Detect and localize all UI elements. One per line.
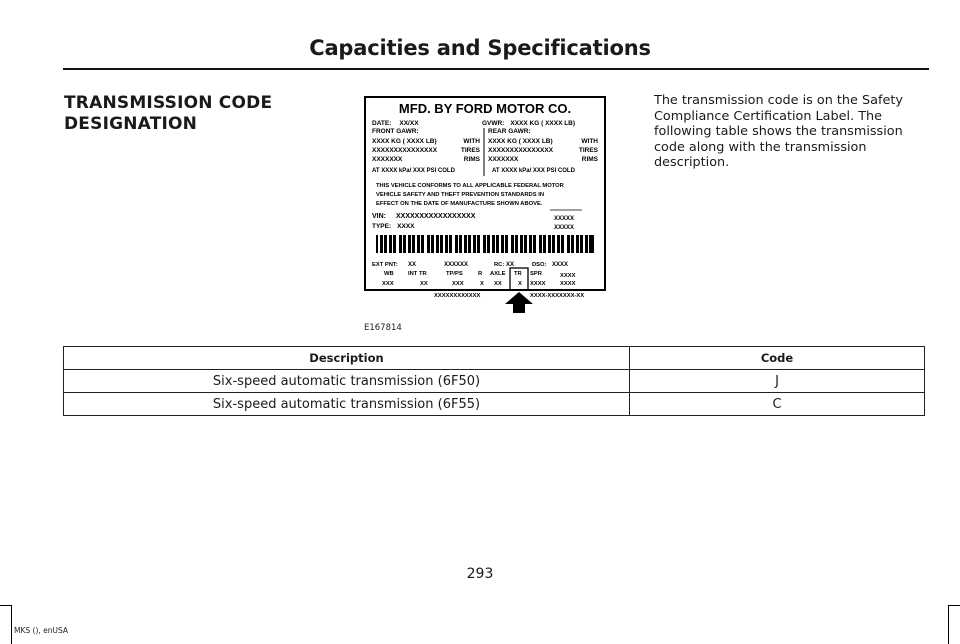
label-spr-value-3: XXXX bbox=[560, 281, 576, 287]
label-rc-value: XX bbox=[506, 262, 515, 268]
label-spr-value-2: XXXX bbox=[560, 273, 576, 279]
label-r-value: X bbox=[480, 281, 484, 287]
label-ext-pnt: EXT PNT: bbox=[372, 262, 398, 268]
label-r: R bbox=[478, 271, 483, 277]
table-row bbox=[64, 370, 925, 393]
label-front-tire-code: XXXXXXXXXXXXXXX bbox=[372, 147, 438, 154]
label-front-with: WITH bbox=[463, 138, 480, 145]
table-cell-code: J bbox=[630, 370, 925, 393]
label-conform-line-2: VEHICLE SAFETY AND THEFT PREVENTION STANDARDS IN bbox=[376, 192, 545, 198]
page-header-title: Capacities and Specifications bbox=[309, 36, 651, 60]
label-ext-pnt-value: XX bbox=[408, 262, 417, 268]
label-tr-value: X bbox=[518, 281, 522, 287]
label-axle: AXLE bbox=[490, 271, 506, 277]
label-spr-value: XXXX bbox=[530, 281, 546, 287]
page-number: 293 bbox=[466, 566, 494, 582]
label-date: DATE: XX/XX bbox=[372, 120, 419, 127]
label-bottom-code: XXXXXXXXXXXX bbox=[434, 293, 481, 299]
arrow-icon bbox=[505, 292, 533, 313]
label-manufacturer: MFD. BY FORD MOTOR CO. bbox=[398, 101, 572, 116]
section-body-text: The transmission code is on the Safety Compliance Certification Label. The following table shows the transmission code along with the transmission description. bbox=[654, 93, 903, 170]
label-rear-rim-code: XXXXXXX bbox=[488, 156, 519, 163]
label-dso: DSO: bbox=[532, 262, 547, 268]
column-header-description: Description bbox=[64, 347, 630, 370]
label-front-rim-code: XXXXXXX bbox=[372, 156, 403, 163]
footer-text: MKS (), enUSA bbox=[14, 626, 69, 635]
label-rear-with: WITH bbox=[581, 138, 598, 145]
table-cell-description: Six-speed automatic transmission (6F50) bbox=[64, 370, 630, 393]
label-vin: VIN: XXXXXXXXXXXXXXXXX bbox=[372, 213, 476, 220]
label-int-tr-value: XX bbox=[420, 281, 428, 287]
table-row bbox=[64, 393, 925, 416]
table-header-row bbox=[64, 347, 925, 370]
section-heading-line-2: DESIGNATION bbox=[64, 114, 198, 134]
label-int-tr: INT TR bbox=[408, 271, 427, 277]
column-header-code: Code bbox=[630, 347, 925, 370]
label-conform-line-3: EFFECT ON THE DATE OF MANUFACTURE SHOWN ABOVE. bbox=[376, 201, 543, 207]
barcode bbox=[376, 235, 594, 253]
label-rc: RC: bbox=[494, 262, 505, 268]
label-tr: TR bbox=[514, 271, 522, 277]
transmission-code-table bbox=[63, 346, 925, 416]
section-heading-line-1: TRANSMISSION CODE bbox=[64, 93, 273, 113]
label-rear-rims: RIMS bbox=[581, 156, 598, 163]
label-rear-gawr: REAR GAWR: bbox=[488, 128, 531, 135]
crop-mark-left bbox=[0, 605, 12, 644]
label-front-tires: TIRES bbox=[460, 147, 480, 154]
certification-label-figure bbox=[364, 96, 606, 314]
label-type: TYPE: XXXX bbox=[372, 223, 415, 230]
header-divider bbox=[63, 68, 929, 70]
label-box-value-1: XXXXX bbox=[554, 216, 575, 222]
label-wb: WB bbox=[384, 271, 394, 277]
label-rear-tire-code: XXXXXXXXXXXXXXX bbox=[488, 147, 554, 154]
label-wb-value: XXX bbox=[382, 281, 394, 287]
table-cell-description: Six-speed automatic transmission (6F55) bbox=[64, 393, 630, 416]
label-front-rims: RIMS bbox=[463, 156, 480, 163]
label-box-value-2: XXXXX bbox=[554, 225, 575, 231]
label-gvwr: GVWR: XXXX KG ( XXXX LB) bbox=[482, 120, 576, 127]
label-front-weight: XXXX KG ( XXXX LB) bbox=[372, 138, 437, 145]
label-ext-code: XXXXXX bbox=[444, 262, 469, 268]
label-tp-ps: TP/PS bbox=[446, 271, 463, 277]
label-part-code: XXXX-XXXXXXX-XX bbox=[530, 293, 585, 299]
label-axle-value: XX bbox=[494, 281, 502, 287]
figure-id: E167814 bbox=[364, 323, 402, 333]
label-front-pressure: AT XXXX kPa/ XXX PSI COLD bbox=[372, 168, 455, 174]
label-tp-ps-value: XXX bbox=[452, 281, 464, 287]
crop-mark-right bbox=[948, 605, 960, 644]
table-cell-code: C bbox=[630, 393, 925, 416]
label-conform-line-1: THIS VEHICLE CONFORMS TO ALL APPLICABLE FEDERAL MOTOR bbox=[376, 183, 564, 189]
label-dso-value: XXXX bbox=[552, 262, 569, 268]
label-rear-weight: XXXX KG ( XXXX LB) bbox=[488, 138, 553, 145]
label-rear-pressure: AT XXXX kPa/ XXX PSI COLD bbox=[492, 168, 575, 174]
label-rear-tires: TIRES bbox=[578, 147, 598, 154]
section-heading bbox=[64, 93, 294, 135]
label-spr: SPR bbox=[530, 271, 542, 277]
label-front-gawr: FRONT GAWR: bbox=[372, 128, 419, 135]
